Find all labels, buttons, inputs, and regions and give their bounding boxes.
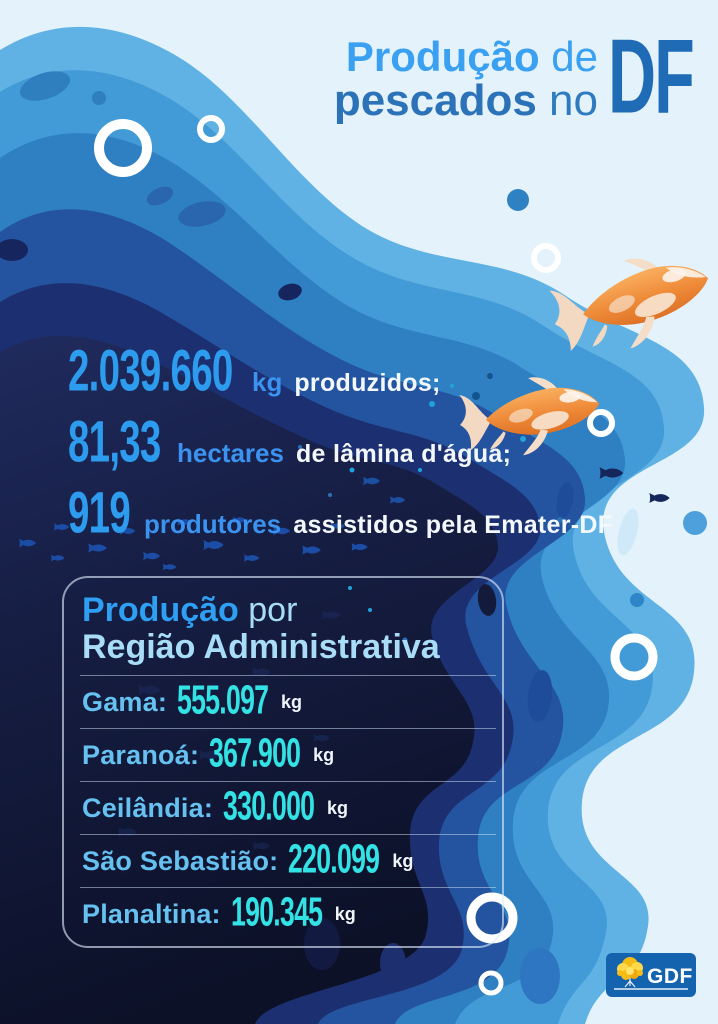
panel-heading-line2: Região Administrativa	[82, 627, 440, 666]
region-value: 190.345	[230, 889, 322, 935]
panel-heading-accent: Produção	[82, 591, 239, 629]
stat-produced-value: 2.039.660	[68, 338, 233, 404]
region-unit: kg	[313, 744, 335, 765]
gdf-logo-text: GDF	[647, 965, 693, 988]
region-value: 555.097	[177, 677, 269, 723]
stat-hectares	[68, 409, 708, 475]
title-word-de: de	[551, 33, 598, 81]
stat-producers-value-wrap	[68, 480, 132, 546]
region-unit: kg	[334, 903, 356, 924]
region-unit: kg	[392, 850, 414, 871]
region-row-sao-sebastiao	[80, 834, 496, 887]
region-label: Gama:	[82, 686, 168, 717]
stat-hectares-unit: hectares	[177, 438, 284, 468]
stat-producers-text: assistidos pela Emater-DF	[293, 511, 614, 539]
region-label: Paranoá:	[82, 739, 200, 770]
title-word-producao: Produção	[345, 33, 540, 81]
region-value: 330.000	[223, 783, 315, 829]
stat-producers-value: 919	[68, 480, 130, 546]
region-row-paranoa	[80, 728, 496, 781]
stat-hectares-value: 81,33	[68, 409, 161, 475]
region-value-wrap	[288, 836, 384, 882]
poster-title	[333, 17, 700, 137]
region-value-wrap	[223, 783, 319, 829]
region-unit: kg	[281, 691, 303, 712]
region-value: 220.099	[288, 836, 380, 882]
stat-hectares-value-wrap	[68, 409, 165, 475]
region-value: 367.900	[209, 730, 301, 776]
title-word-no: no	[549, 75, 598, 125]
region-label: Ceilândia:	[82, 792, 214, 823]
stat-produced-text: produzidos;	[294, 369, 441, 397]
region-row-ceilandia	[80, 781, 496, 834]
region-value-wrap	[209, 730, 305, 776]
panel-heading-suffix: por	[248, 591, 298, 629]
region-row-planaltina	[80, 887, 496, 940]
title-df: DF	[608, 17, 693, 137]
production-panel	[62, 576, 504, 948]
panel-heading	[80, 590, 496, 675]
title-word-pescados: pescados	[333, 75, 537, 125]
stat-produced-unit: kg	[252, 367, 283, 397]
region-row-gama	[80, 675, 496, 728]
stat-producers	[68, 480, 708, 546]
region-label: Planaltina:	[82, 898, 221, 929]
region-value-wrap	[177, 677, 273, 723]
gdf-logo	[606, 953, 696, 997]
region-label: São Sebastião:	[82, 845, 279, 876]
gdf-logo-graphic	[606, 953, 696, 997]
stat-produced	[68, 338, 708, 404]
region-unit: kg	[327, 797, 349, 818]
title-lines	[333, 33, 598, 125]
headline-stats	[68, 338, 708, 557]
stat-hectares-text: de lâmina d'água;	[295, 440, 512, 468]
title-df-wrap	[608, 17, 700, 137]
stat-producers-unit: produtores	[144, 509, 282, 539]
region-value-wrap	[230, 889, 327, 935]
stat-produced-value-wrap	[68, 338, 240, 404]
